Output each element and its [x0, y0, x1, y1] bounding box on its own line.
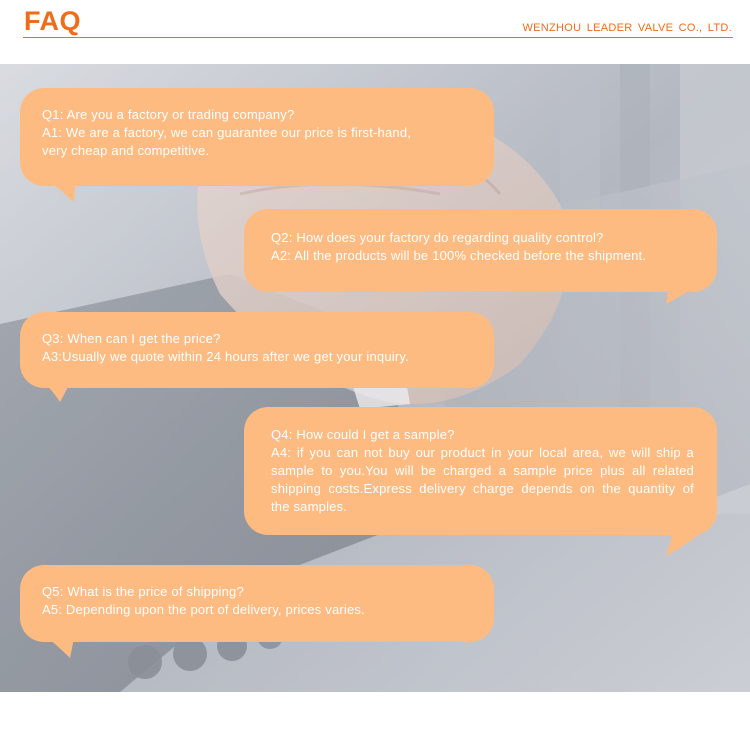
faq-bubble-2: [244, 209, 717, 292]
faq-bubble-4-tail: [662, 518, 720, 558]
faq-answer-3-line-1: A3:Usually we quote within 24 hours after we get your inquiry.: [42, 349, 409, 364]
faq-answer-2-line-1: A2: All the products will be 100% checked before the shipment.: [271, 248, 647, 263]
faq-answer-1-line-2: very cheap and competitive.: [42, 143, 210, 158]
faq-bubble-5: [20, 565, 494, 642]
faq-question-5: Q5: What is the price of shipping?: [42, 584, 244, 599]
header: [0, 0, 750, 64]
faq-bubble-1: [20, 88, 494, 186]
faq-answer-4-line-3: shipping costs.Express delivery charge depends on the quantity of: [271, 481, 694, 496]
faq-bubble-1-tail: [20, 160, 80, 204]
faq-answer-4-line-1: A4: if you can not buy our product in your local area, we will ship a: [271, 445, 694, 460]
company-name: WENZHOU LEADER VALVE CO., LTD.: [522, 22, 732, 34]
page-title: FAQ: [24, 6, 82, 36]
faq-bubble-3: [20, 312, 494, 388]
faq-answer-5-line-1: A5: Depending upon the port of delivery, prices varies.: [42, 602, 365, 617]
faq-answer-1-line-1: A1: We are a factory, we can guarantee our price is first-hand,: [42, 125, 412, 140]
faq-question-2: Q2: How does your factory do regarding quality control?: [271, 230, 604, 245]
faq-bubble-5-tail: [20, 620, 80, 660]
faq-answer-4-line-4: the samples.: [271, 499, 348, 514]
faq-question-4: Q4: How could I get a sample?: [271, 427, 455, 442]
header-divider: [23, 37, 733, 38]
faq-answer-4-line-2: sample to you.You will be charged a sample price plus all related: [271, 463, 694, 478]
faq-bubble-3-tail: [20, 366, 80, 402]
faq-question-3: Q3: When can I get the price?: [42, 331, 221, 346]
faq-bubble-2-tail: [660, 270, 720, 306]
faq-bubble-4: [244, 407, 717, 535]
faq-question-1: Q1: Are you a factory or trading company?: [42, 107, 295, 122]
